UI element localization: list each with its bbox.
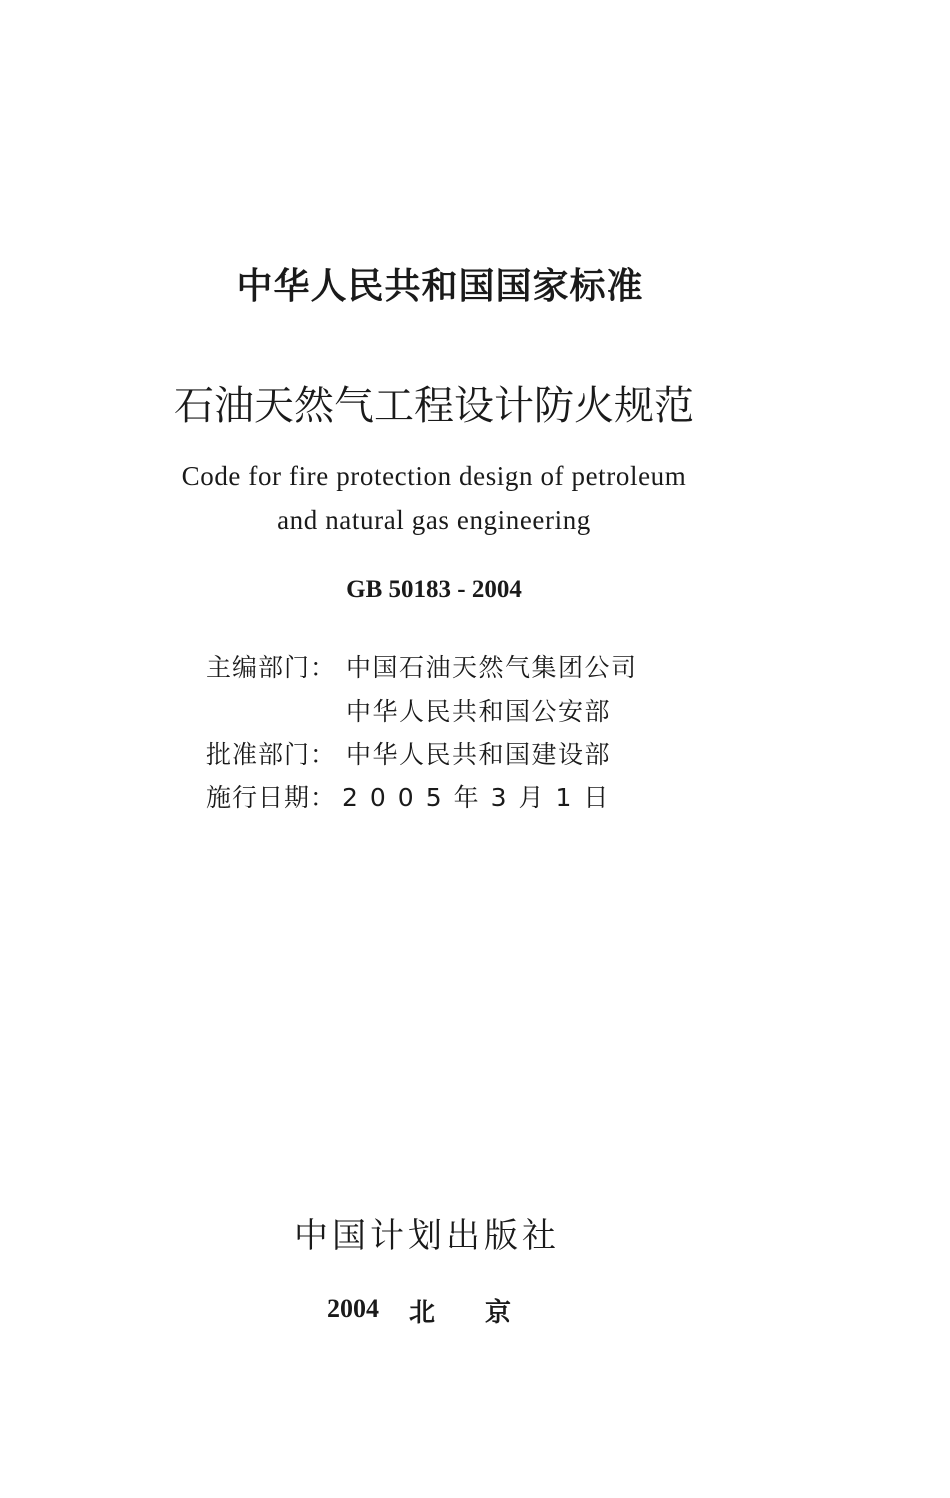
- approval-dept-label: 批准部门：: [206, 740, 337, 769]
- national-standard-heading: 中华人民共和国国家标准: [236, 266, 644, 307]
- document-title-chinese: 石油天然气工程设计防火规范: [174, 383, 694, 429]
- publication-city: 北京: [409, 1298, 562, 1328]
- effective-date-value: 2005年3月1日: [342, 783, 621, 812]
- title-english-line-1: Code for fire protection design of petroleum: [181, 461, 687, 491]
- standard-number: GB 50183 - 2004: [346, 576, 522, 603]
- editor-dept-value-2: 中华人民共和国公安部: [346, 697, 612, 726]
- publication-year: 2004: [327, 1294, 379, 1323]
- editor-dept-value-1: 中国石油天然气集团公司: [346, 653, 638, 682]
- publisher-name: 中国计划出版社: [294, 1216, 560, 1256]
- title-english-line-2: and natural gas engineering: [277, 505, 591, 535]
- approval-dept-value: 中华人民共和国建设部: [346, 740, 612, 769]
- effective-date-label: 施行日期：: [206, 783, 337, 812]
- document-title-english: [0, 454, 868, 542]
- editor-dept-label: 主编部门：: [206, 653, 337, 682]
